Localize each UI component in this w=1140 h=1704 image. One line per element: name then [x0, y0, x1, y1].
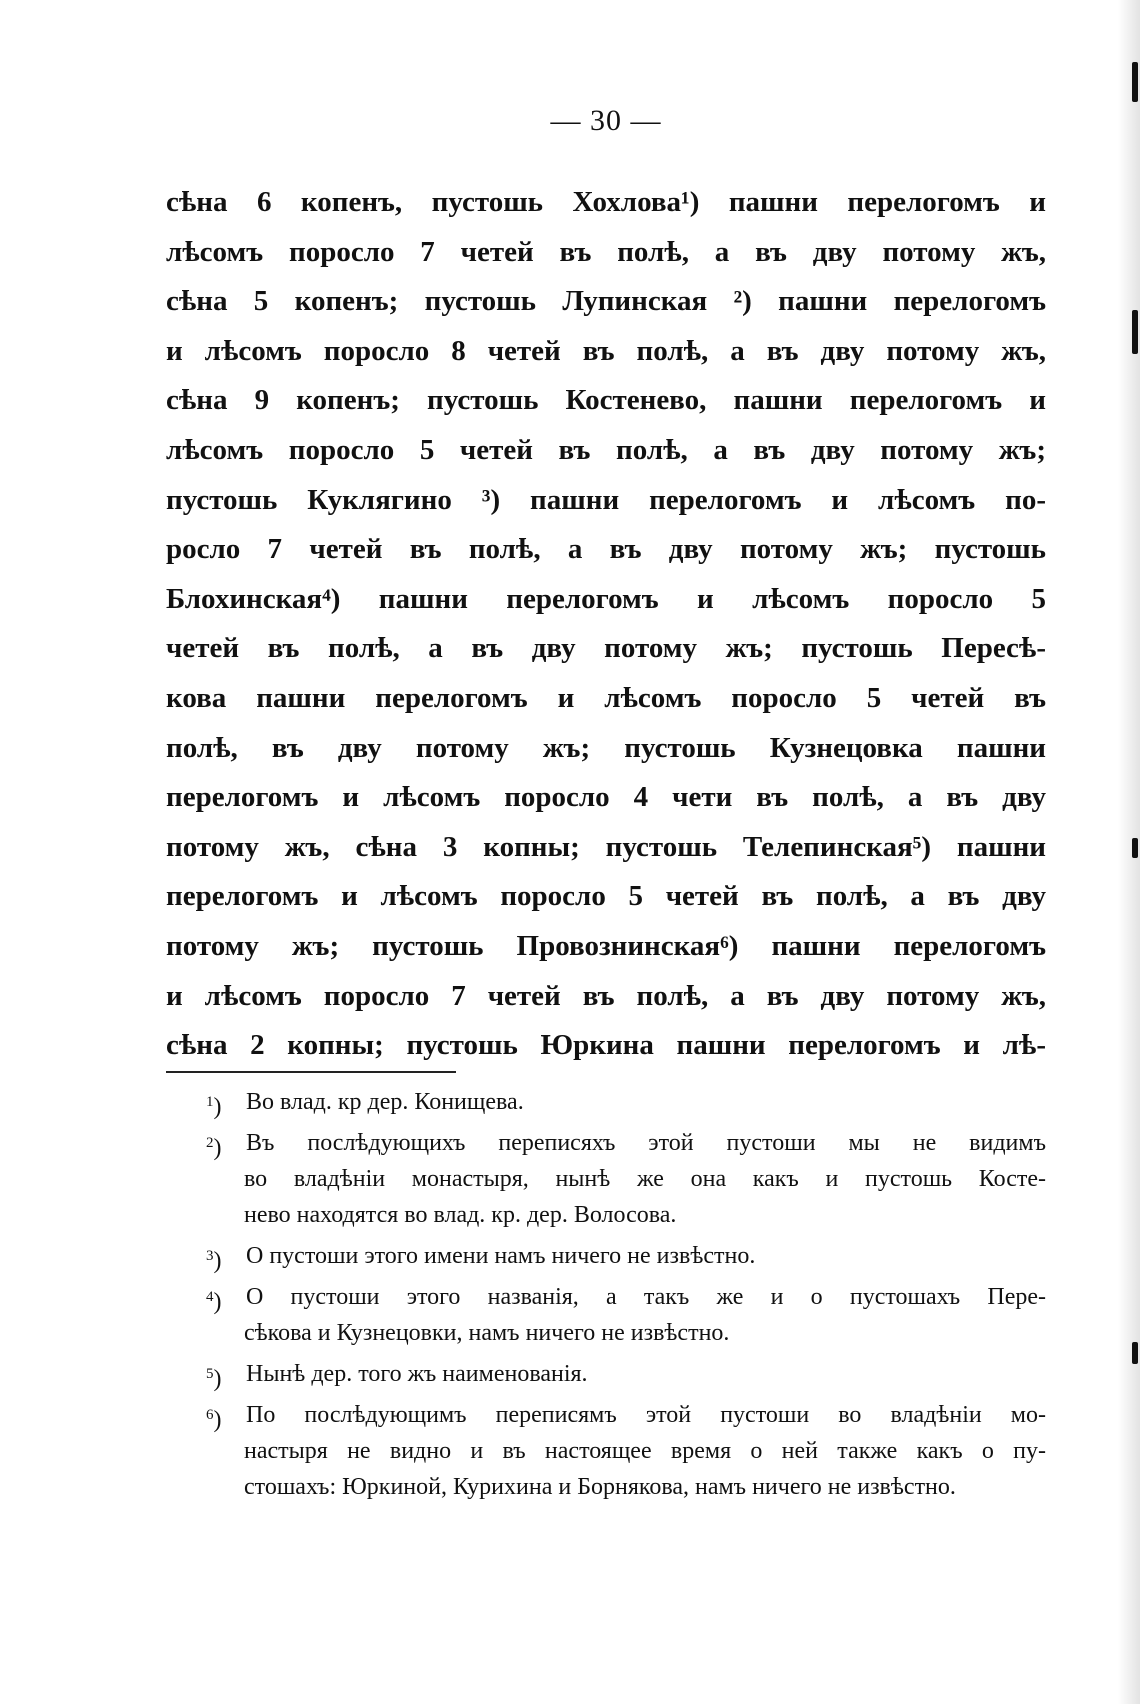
- footnote-5: [166, 1356, 1046, 1392]
- footnote-4: [166, 1279, 1046, 1351]
- text-line: и лѣсомъ поросло 8 четей въ полѣ, а въ дву потому жъ,: [166, 334, 1046, 367]
- footnote-6: [166, 1397, 1046, 1505]
- text-line: лѣсомъ поросло 7 четей въ полѣ, а въ дву потому жъ,: [166, 235, 1046, 268]
- footnote-text-line: Въ послѣдующихъ переписяхъ этой пустоши мы не видимъ: [246, 1130, 1046, 1156]
- footnote-number: $^2$): [206, 1135, 222, 1161]
- footnote-text-line: стошахъ: Юркиной, Курихина и Борнякова, намъ ничего не извѣстно.: [244, 1474, 956, 1500]
- footnote-text-line: сѣкова и Кузнецовки, намъ ничего не извѣстно.: [244, 1320, 730, 1346]
- footnote-1: [166, 1084, 1046, 1120]
- footnotes: [166, 1084, 1046, 1510]
- text-line: сѣна 2 копны; пустошь Юркина пашни перелогомъ и лѣ-: [166, 1029, 1046, 1062]
- text-line: четей въ полѣ, а въ дву потому жъ; пустошь Пересѣ-: [166, 632, 1046, 665]
- footnote-separator: [166, 1071, 456, 1073]
- footnote-text-line: О пустоши этого имени намъ ничего не извѣстно.: [246, 1243, 756, 1269]
- text-line: перелогомъ и лѣсомъ поросло 4 чети въ полѣ, а въ дву: [166, 781, 1046, 814]
- text-line: потому жъ; пустошь Провознинская⁶) пашни перелогомъ: [166, 929, 1046, 962]
- footnote-text-line: По послѣдующимъ переписямъ этой пустоши во владѣніи мо-: [246, 1402, 1046, 1428]
- text-line: и лѣсомъ поросло 7 четей въ полѣ, а въ дву потому жъ,: [166, 979, 1046, 1012]
- footnote-number: $^5$): [206, 1366, 222, 1392]
- text-line: лѣсомъ поросло 5 четей въ полѣ, а въ дву потому жъ;: [166, 433, 1046, 466]
- footnote-text-line: нево находятся во влад. кр. дер. Волосова.: [244, 1202, 677, 1228]
- scan-artifact-mark: [1132, 310, 1138, 354]
- footnote-text-line: настыря не видно и въ настоящее время о ней также какъ о пу-: [244, 1438, 1046, 1464]
- scan-artifact-mark: [1132, 62, 1138, 102]
- scan-artifact-mark: [1132, 1342, 1138, 1364]
- footnote-text-line: Нынѣ дер. того жъ наименованія.: [246, 1361, 588, 1387]
- text-line: сѣна 6 копенъ, пустошь Хохлова¹) пашни перелогомъ и: [166, 186, 1046, 218]
- text-line: кова пашни перелогомъ и лѣсомъ поросло 5 четей въ: [166, 681, 1046, 714]
- text-line: потому жъ, сѣна 3 копны; пустошь Телепинская⁵) пашни: [166, 830, 1046, 863]
- text-line: полѣ, въ дву потому жъ; пустошь Кузнецовка пашни: [166, 731, 1046, 764]
- footnote-number: $^1$): [206, 1094, 222, 1120]
- text-line: перелогомъ и лѣсомъ поросло 5 четей въ полѣ, а въ дву: [166, 880, 1046, 913]
- main-paragraph: [166, 178, 1046, 1071]
- text-line: пустошь Куклягино ³) пашни перелогомъ и лѣсомъ по-: [166, 483, 1046, 516]
- footnote-text-line: Во влад. кр дер. Конищева.: [246, 1089, 524, 1115]
- footnote-text-line: во владѣніи монастыря, нынѣ же она какъ и пустошь Косте-: [244, 1166, 1046, 1192]
- footnote-3: [166, 1238, 1046, 1274]
- footnote-number: $^6$): [206, 1407, 222, 1433]
- footnote-number: $^4$): [206, 1289, 222, 1315]
- text-line: сѣна 5 копенъ; пустошь Лупинская ²) пашни перелогомъ: [166, 285, 1046, 318]
- text-line: росло 7 четей въ полѣ, а въ дву потому жъ; пустошь: [166, 533, 1046, 566]
- footnote-number: $^3$): [206, 1248, 222, 1274]
- text-line: Блохинская⁴) пашни перелогомъ и лѣсомъ поросло 5: [166, 582, 1046, 615]
- text-line: сѣна 9 копенъ; пустошь Костенево, пашни перелогомъ и: [166, 384, 1046, 417]
- footnote-2: [166, 1125, 1046, 1233]
- footnote-text-line: О пустоши этого названія, а такъ же и о пустошахъ Пере-: [246, 1284, 1046, 1310]
- scan-artifact-mark: [1132, 838, 1138, 858]
- page-number: — 30 —: [550, 104, 662, 137]
